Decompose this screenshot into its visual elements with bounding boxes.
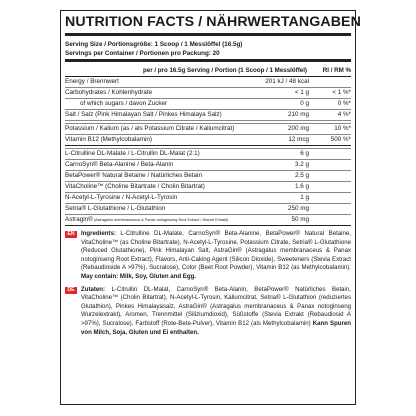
nutrient-name: CarnoSyn® Beta-Alanine / Beta-Alanin [65, 161, 174, 168]
nutrient-table [65, 77, 351, 226]
ri-header: RI / RM % [322, 67, 351, 74]
nutrient-row [65, 88, 351, 99]
ingredients-de-text: L-Citrullin DL-Malat, CarnoSyn® Beta-Alanin, BetaPower® Natürliches Betain, VitaCholine™ (Cholin Bitartrat), N-Acetyl-L-Tyrosin, Kaliumcitrat, Setria® L-Glutathion (reduziertes Glutathion), Pinkes Himalayasalz, AstraGin® (Astragalus membranaceus & Panax notoginseng Wurzelextrakt), Aromen, Trennmittel (Siliziumdioxid), Süßstoffe (Stevia Extrakt (Rebaudiosid A >97%), Sucralose), Farbstoff (Rote-Bete-Pulver), Vitamin B12 (als Methylcobalamin) [81, 285, 351, 327]
nutrient-row [65, 204, 351, 215]
nutrient-name: L-Citrulline DL-Malate / L-Citrullin DL-Malat (2:1) [65, 150, 200, 157]
nutrient-amount: 210 mg [287, 111, 309, 118]
nutrient-name: Carbohydrates / Kohlenhydrate [65, 89, 153, 96]
nutrient-name: Astragin® (Astragalus membranaceus & Panax notoginseng Root Extract / Wurzel Extrakt) [65, 216, 229, 223]
table-header [65, 62, 351, 77]
nutrient-ri: 10 %* [334, 125, 351, 132]
nutrient-amount: 3.2 g [294, 161, 309, 168]
nutrient-row [65, 171, 351, 182]
nutrient-name: VitaCholine™ (Choline Bitartrate / Cholin Bitartrat) [65, 183, 205, 190]
nutrient-row [65, 99, 351, 110]
nutrient-amount: < 1 g [294, 89, 309, 96]
nutrient-name: BetaPower® Natural Betaine / Natürliches Betain [65, 172, 202, 179]
panel-title: NUTRITION FACTS / NÄHRWERTANGABEN [65, 11, 351, 36]
nutrient-row [65, 182, 351, 193]
nutrient-ri: 4 %* [337, 111, 351, 118]
nutrient-row [65, 135, 351, 146]
nutrient-row [65, 110, 351, 121]
nutrient-name: Vitamin B12 (Methylcobalamin) [65, 136, 153, 143]
ingredients-de-allergen: Kann Spuren von Milch, Soja, Gluten und Ei enthalten. [81, 319, 352, 336]
nutrient-amount: 0 g [300, 100, 309, 107]
nutrient-name: Salt / Salz (Pink Himalayan Salt / Pinkes Himalaya Salz) [65, 111, 222, 118]
ingredients-en [65, 230, 351, 282]
nutrient-row [65, 215, 351, 226]
nutrient-name: Potassium / Kalium (as / als Potassium Citrate / Kaliumcitrat) [65, 125, 235, 132]
nutrient-amount: 250 mg [287, 205, 309, 212]
nutrient-amount: 1.6 g [294, 183, 309, 190]
nutrient-amount: 201 kJ / 48 kcal [265, 78, 309, 85]
nutrient-name: N-Acetyl-L-Tyrosine / N-Acetyl-L-Tyrosin [65, 194, 178, 201]
nutrient-amount: 2.5 g [294, 172, 309, 179]
nutrient-row [65, 160, 351, 171]
en-flag-icon: EN [65, 231, 77, 238]
de-flag-icon: DE [65, 287, 77, 294]
nutrient-amount: 6 g [300, 150, 309, 157]
nutrient-name: Energy / Brennwert [65, 78, 119, 85]
per-serving-header: per / pro 16.5g Serving / Portion (1 Scoop / 1 Messlöffel) [142, 67, 307, 74]
nutrient-row [65, 77, 351, 88]
serving-size: Serving Size / Portionsgröße: 1 Scoop / 1 Messlöffel (16.5g) [65, 41, 243, 48]
nutrition-facts-panel [60, 10, 361, 405]
nutrient-name-note: (Astragalus membranaceus & Panax notoginseng Root Extract / Wurzel Extrakt) [92, 218, 229, 222]
nutrient-amount: 200 mg [287, 125, 309, 132]
ingredients-de-label: Zutaten: [81, 285, 106, 293]
nutrient-name: of which sugars / davon Zucker [80, 100, 168, 107]
ingredients-en-text: L-Citrulline DL-Malate, CarnoSyn® Beta-Alanine, BetaPower® Natural Betaine, VitaCholine™ (as Choline Bitartrate), N-Acetyl-L-Tyrosine, Potassium Citrate, Setria® L-Glutathione (Reduced Glutathione), Pink Himalayan Salt, AstraGin® (Astragalus membranaceus & Panax notoginseng Root Extract), Flavors, Anti-Caking Agent (Silicon Dioxide), Sweeteners (Stevia Extract (Rebaudioside A >97%), Sucralose), Color (Beet Root Powder), Vitamin B12 (as Methylcobalamin). [81, 230, 351, 272]
nutrient-ri: 0 %* [337, 100, 351, 107]
servings-per-container: Servings per Container / Portionen pro Packung: 20 [65, 50, 220, 57]
ingredients-en-label: Ingredients: [81, 230, 116, 237]
nutrient-amount: 50 mg [291, 216, 309, 223]
serving-info [65, 36, 351, 62]
nutrient-row [65, 123, 351, 135]
ingredients-de [65, 286, 351, 338]
nutrient-amount: 12 mcg [288, 136, 309, 143]
nutrient-ri: < 1 %* [332, 89, 351, 96]
ingredients-en-allergen: May contain: Milk, Soy, Gluten and Egg. [81, 272, 197, 280]
nutrient-name: Setria® L-Glutathione / L-Glutathion [65, 205, 166, 212]
nutrient-row [65, 193, 351, 204]
nutrient-row [65, 148, 351, 160]
nutrient-ri: 500 %* [330, 136, 351, 143]
nutrient-amount: 1 g [300, 194, 309, 201]
